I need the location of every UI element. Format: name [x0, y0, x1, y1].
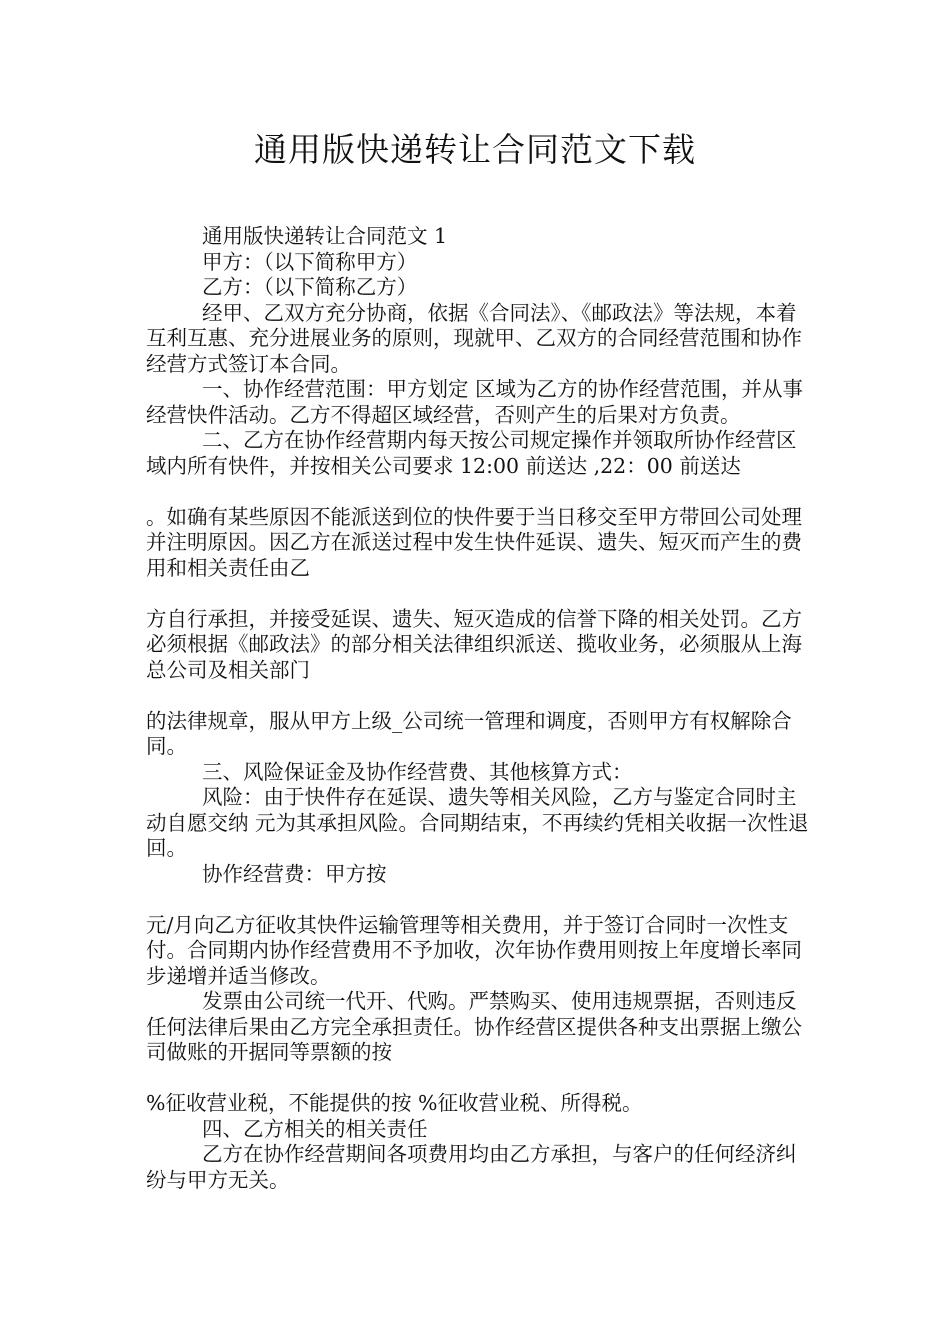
clause-1-paragraph: 一、协作经营范围：甲方划定 区域为乙方的协作经营范围，并从事经营快件活动。乙方不得超区域经营，否则产生的后果对方负责。: [146, 377, 804, 427]
document-body: [146, 224, 816, 1193]
clause-3-heading: 三、风险保证金及协作经营费、其他核算方式：: [202, 759, 633, 784]
party-b-line: 乙方：（以下简称乙方）: [202, 275, 418, 299]
invoice-paragraph: 发票由公司统一代开、代购。严禁购买、使用违规票据，否则违反任何法律后果由乙方完全承担责任。协作经营区提供各种支出票据上缴公司做账的开据同等票额的按: [146, 989, 802, 1064]
clause-2-continuation-3: 的法律规章，服从甲方上级_公司统一管理和调度，否则甲方有权解除合同。: [146, 708, 792, 758]
document-title: 通用版快递转让合同范文下载: [254, 130, 696, 169]
cooperation-fee-line: 协作经营费：甲方按: [202, 861, 387, 886]
tax-line: %征收营业税，不能提供的按 %征收营业税、所得税。: [146, 1091, 643, 1115]
party-a-line: 甲方：（以下简称甲方）: [202, 249, 418, 274]
clause-4-heading: 四、乙方相关的相关责任: [202, 1116, 428, 1141]
clause-2-paragraph: 二、乙方在协作经营期内每天按公司规定操作并领取所协作经营区域内所有快件，并按相关公司要求 12:00 前送达 ,22：00 前送达: [146, 428, 797, 478]
clause-2-continuation-1: 。如确有某些原因不能派送到位的快件要于当日移交至甲方带回公司处理并注明原因。因乙方在派送过程中发生快件延误、遗失、短灭而产生的费用和相关责任由乙: [146, 504, 802, 580]
preamble-paragraph: 经甲、乙双方充分协商，依据《合同法》、《邮政法》等法规，本着互利互惠、充分进展业务的原则，现就甲、乙双方的合同经营范围和协作经营方式签订本合同。: [146, 300, 802, 376]
cooperation-fee-continuation: 元/月向乙方征收其快件运输管理等相关费用，并于签订合同时一次性支付。合同期内协作经营费用不予加收，次年协作费用则按上年度增长率同步递增并适当修改。: [146, 912, 802, 988]
clause-4-paragraph: 乙方在协作经营期间各项费用均由乙方承担，与客户的任何经济纠纷与甲方无关。: [146, 1142, 797, 1192]
risk-deposit-paragraph: 风险：由于快件存在延误、遗失等相关风险，乙方与鉴定合同时主动自愿交纳 元为其承担风险。合同期结束，不再续约凭相关收据一次性退回。: [146, 785, 809, 860]
clause-2-continuation-2: 方自行承担，并接受延误、遗失、短灭造成的信誉下降的相关处罚。乙方必须根据《邮政法》的部分相关法律组织派送、揽收业务，必须服从上海 总公司及相关部门: [146, 606, 802, 682]
section-heading: 通用版快递转让合同范文 1: [202, 224, 448, 248]
